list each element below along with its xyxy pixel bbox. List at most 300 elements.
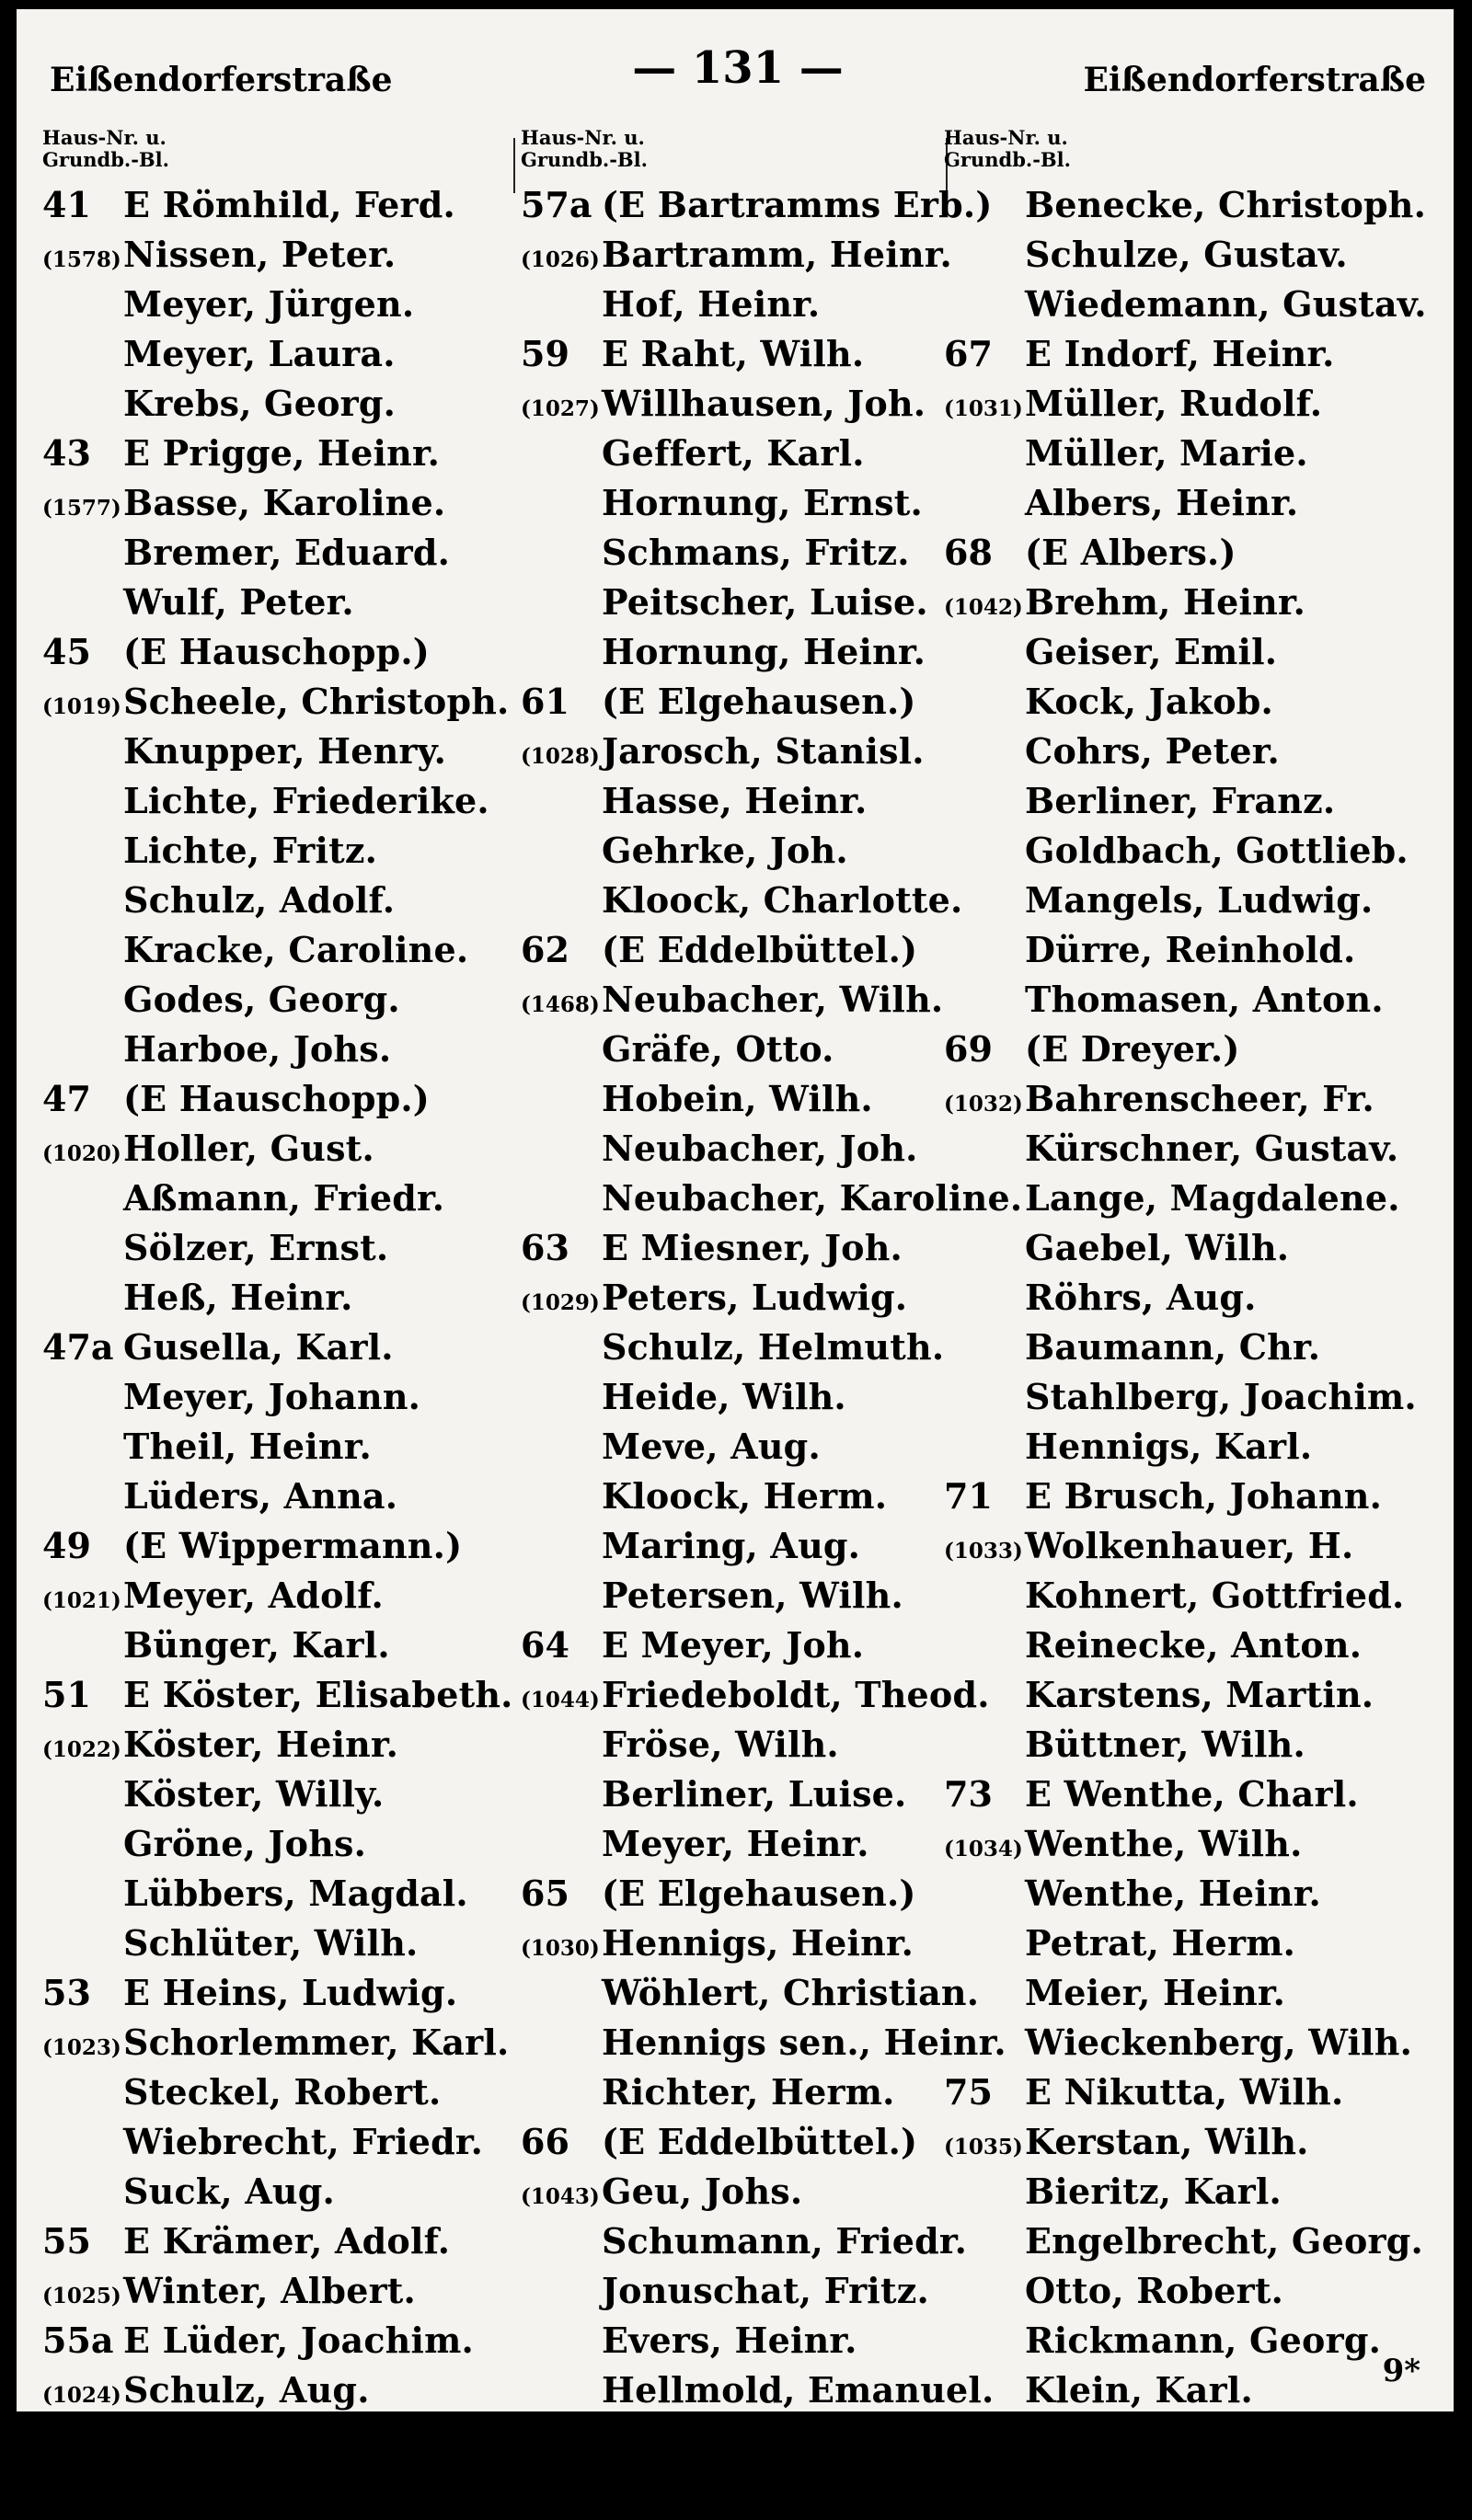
directory-entry	[521, 578, 968, 627]
directory-entry	[944, 2316, 1441, 2365]
directory-entry	[521, 1223, 968, 1273]
resident-name: (E Wippermann.)	[123, 1525, 463, 1566]
directory-entry	[944, 280, 1441, 329]
page-number: — 131 —	[632, 42, 844, 94]
directory-entry	[42, 677, 512, 727]
directory-entry	[42, 180, 512, 230]
directory-entry	[521, 1571, 968, 1621]
resident-name: Kürschner, Gustav.	[1025, 1128, 1399, 1169]
resident-name: Heß, Heinr.	[123, 1277, 353, 1318]
directory-entry	[42, 925, 512, 975]
directory-entry	[521, 1422, 968, 1472]
directory-entry	[42, 1372, 512, 1422]
directory-entry	[42, 1521, 512, 1571]
directory-entry	[42, 2167, 512, 2216]
house-number: 47	[42, 1078, 91, 1119]
entry-list	[944, 180, 1441, 2514]
directory-entry	[944, 677, 1441, 727]
land-register-number: (1027)	[521, 396, 600, 421]
resident-name: Berliner, Luise.	[602, 1773, 907, 1815]
resident-name: Gaebel, Wilh.	[1025, 1227, 1290, 1268]
land-register-number: (1030)	[521, 1936, 600, 1961]
resident-name: Bartramm, Heinr.	[602, 234, 952, 275]
resident-name: Scheele, Christoph.	[123, 681, 510, 722]
resident-name: Hennigs sen., Heinr.	[602, 2022, 1006, 2063]
resident-name: Benecke, Christoph.	[1025, 184, 1427, 225]
directory-entry	[521, 379, 968, 429]
street-title-left: Eißendorferstraße	[50, 61, 393, 99]
resident-name: Schulze, Gustav.	[1025, 234, 1348, 275]
directory-entry	[42, 379, 512, 429]
resident-name: Wiedemann, Gustav.	[1025, 283, 1427, 325]
directory-entry	[944, 1223, 1441, 1273]
resident-name: Krebs, Georg.	[123, 383, 397, 424]
directory-entry	[42, 1174, 512, 1223]
directory-entry	[944, 1025, 1441, 1074]
resident-name: Brehm, Heinr.	[1025, 581, 1306, 623]
directory-entry	[42, 2216, 512, 2266]
land-register-number: (1024)	[42, 2383, 121, 2408]
directory-entry	[944, 1670, 1441, 1720]
directory-entry	[42, 826, 512, 876]
resident-name: Wulf, Peter.	[123, 581, 354, 623]
directory-entry	[944, 2216, 1441, 2266]
directory-entry	[521, 1670, 990, 1720]
resident-name: Steckel, Robert.	[123, 2071, 442, 2113]
land-register-number: (1022)	[42, 1737, 121, 1762]
land-register-number: (1031)	[944, 396, 1023, 421]
directory-entry	[521, 1720, 968, 1770]
land-register-number: (1021)	[42, 1588, 121, 1613]
resident-name: Stahlberg, Joachim.	[1025, 1376, 1417, 1417]
resident-name: Bremer, Eduard.	[123, 532, 451, 573]
resident-name: Bahrenscheer, Fr.	[1025, 1078, 1374, 1119]
directory-entry	[521, 2365, 995, 2415]
resident-name: Theil, Heinr.	[123, 1426, 372, 1467]
column-heading-line: Grundb.-Bl.	[42, 148, 169, 171]
resident-name: Reinecke, Anton.	[1025, 1624, 1363, 1666]
directory-entry	[42, 1025, 512, 1074]
land-register-number: (1025)	[42, 2284, 121, 2308]
resident-name: E Meyer, Joh.	[602, 1624, 865, 1666]
resident-name: Müller, Marie.	[1025, 432, 1308, 474]
directory-entry	[521, 1968, 980, 2018]
resident-name: Lübbers, Magdal.	[123, 1873, 468, 1914]
directory-entry	[521, 1770, 968, 1819]
resident-name: Hornung, Ernst.	[602, 482, 923, 523]
directory-entry	[521, 2216, 968, 2266]
resident-name: Friedeboldt, Theod.	[602, 1674, 990, 1715]
house-number: 68	[944, 532, 993, 573]
directory-entry	[42, 1273, 512, 1323]
resident-name: Müller, Rudolf.	[1025, 383, 1323, 424]
resident-name: (E Dreyer.)	[1025, 1028, 1240, 1070]
directory-entry	[521, 1521, 968, 1571]
resident-name: Neubacher, Joh.	[602, 1128, 918, 1169]
directory-entry	[944, 2167, 1441, 2216]
directory-entry	[521, 1323, 968, 1372]
directory-entry	[521, 2266, 968, 2316]
directory-entry	[42, 1323, 512, 1372]
resident-name: E Miesner, Joh.	[602, 1227, 903, 1268]
directory-entry	[42, 627, 512, 677]
resident-name: E Köster, Elisabeth.	[123, 1674, 513, 1715]
resident-name: Karstens, Martin.	[1025, 1674, 1374, 1715]
house-number: 65	[521, 1873, 569, 1914]
resident-name: Wenthe, Wilh.	[1025, 1823, 1303, 1864]
land-register-number: (1034)	[944, 1837, 1023, 1861]
directory-entry	[521, 677, 968, 727]
directory-entry	[944, 776, 1441, 826]
resident-name: Neubacher, Wilh.	[602, 979, 944, 1020]
directory-entry	[42, 876, 512, 925]
house-number: 55	[42, 2220, 91, 2262]
resident-name: Harboe, Johs.	[123, 1028, 392, 1070]
resident-name: Albers, Heinr.	[1025, 482, 1299, 523]
column-heading	[42, 127, 512, 180]
resident-name: Petrat, Herm.	[1025, 1922, 1296, 1964]
resident-name: Bünger, Karl.	[123, 1624, 390, 1666]
resident-name: Baumann, Chr.	[1025, 1326, 1321, 1368]
resident-name: Gräfe, Otto.	[602, 1028, 834, 1070]
directory-entry	[42, 1819, 512, 1869]
directory-entry	[42, 2117, 512, 2167]
directory-entry	[42, 776, 512, 826]
directory-entry	[521, 2316, 968, 2365]
directory-entry	[944, 230, 1441, 280]
house-number: 47a	[42, 1326, 114, 1368]
land-register-number: (1036)	[944, 2482, 1023, 2507]
directory-entry	[944, 1968, 1441, 2018]
resident-name: E Lüder, Joachim.	[123, 2320, 474, 2361]
resident-name: Hennigs, Heinr.	[602, 1922, 914, 1964]
resident-name: Heide, Wilh.	[602, 1376, 846, 1417]
directory-entry	[42, 478, 512, 528]
column-heading-line: Grundb.-Bl.	[521, 148, 648, 171]
land-register-number: (1578)	[42, 247, 121, 272]
house-number: 51	[42, 1674, 91, 1715]
land-register-number: (1026)	[521, 247, 600, 272]
resident-name: Wöhlert, Christian.	[602, 1972, 980, 2013]
house-number: 64	[521, 1624, 569, 1666]
directory-entry	[944, 1919, 1441, 1968]
directory-entry	[521, 1372, 968, 1422]
resident-name: Kerstan, Wilh.	[1025, 2121, 1309, 2162]
directory-entry	[42, 230, 512, 280]
resident-name: Höffken, Aug.	[1025, 2468, 1300, 2510]
directory-entry	[521, 1919, 968, 1968]
house-number: 71	[944, 1475, 993, 1517]
house-number: 55a	[42, 2320, 114, 2361]
resident-name: Mangels, Ludwig.	[1025, 879, 1374, 921]
directory-entry	[521, 975, 968, 1025]
house-number: 63	[521, 1227, 569, 1268]
resident-name: Kloock, Charlotte.	[602, 879, 963, 921]
directory-entry	[42, 1472, 512, 1521]
resident-name: Schumann, Friedr.	[602, 2220, 968, 2262]
resident-name: Basse, Karoline.	[123, 482, 446, 523]
resident-name: (E Elgehausen.)	[602, 681, 916, 722]
directory-entry	[521, 627, 968, 677]
column-heading	[944, 127, 1441, 180]
directory-entry	[944, 727, 1441, 776]
resident-name: Peitscher, Luise.	[602, 581, 928, 623]
resident-name: Hornung, Heinr.	[602, 631, 926, 672]
directory-entry	[944, 876, 1441, 925]
resident-name: Wolkenhauer, H.	[1025, 1525, 1354, 1566]
directory-entry	[42, 1968, 512, 2018]
directory-entry	[944, 180, 1441, 230]
column-1	[42, 126, 513, 2411]
resident-name: Wiebrecht, Friedr.	[123, 2121, 484, 2162]
directory-entry	[42, 1571, 512, 1621]
directory-entry	[42, 1919, 512, 1968]
directory-entry	[521, 2068, 968, 2117]
directory-entry	[42, 727, 512, 776]
directory-entry	[944, 1770, 1441, 1819]
resident-name: Suck, Aug.	[123, 2171, 335, 2212]
land-register-number: (1032)	[944, 1092, 1023, 1117]
directory-entry	[521, 280, 968, 329]
directory-entry	[521, 2018, 1006, 2068]
directory-entry	[944, 1720, 1441, 1770]
column-heading-line: Haus-Nr. u.	[521, 126, 645, 149]
directory-entry	[944, 1174, 1441, 1223]
page-header	[50, 39, 1426, 103]
directory-entry	[42, 1869, 512, 1919]
directory-entry	[521, 429, 968, 478]
directory-entry	[944, 1571, 1441, 1621]
directory-entry	[521, 1819, 968, 1869]
directory-entry	[521, 478, 968, 528]
signature-mark: 9*	[1382, 2353, 1420, 2389]
directory-entry	[42, 578, 512, 627]
house-number: 66	[521, 2121, 569, 2162]
directory-entry	[42, 1770, 512, 1819]
resident-name: E Brusch, Johann.	[1025, 1475, 1383, 1517]
directory-entry	[521, 1273, 968, 1323]
resident-name: Thomasen, Anton.	[1025, 979, 1384, 1020]
resident-name: E Prigge, Heinr.	[123, 432, 441, 474]
resident-name: E Römhild, Ferd.	[123, 184, 455, 225]
house-number: 75	[944, 2071, 993, 2113]
resident-name: Meyer, Johann.	[123, 1376, 421, 1417]
directory-entry	[42, 1720, 512, 1770]
resident-name: Godes, Georg.	[123, 979, 400, 1020]
resident-name: (E Elgehausen.)	[602, 1873, 916, 1914]
directory-page	[17, 9, 1454, 2510]
directory-entry	[944, 2117, 1441, 2167]
directory-entry	[944, 478, 1441, 528]
resident-name: (E Hauschopp.)	[123, 631, 430, 672]
directory-entry	[521, 329, 968, 379]
directory-entry	[944, 2365, 1441, 2415]
resident-name: Geffert, Karl.	[602, 432, 865, 474]
directory-entry	[521, 180, 993, 230]
resident-name: (E Hauschopp.)	[123, 1078, 430, 1119]
column-divider	[513, 138, 515, 193]
column-3	[944, 126, 1441, 2510]
land-register-number: (1019)	[42, 694, 121, 719]
resident-name: Holler, Gust.	[123, 1128, 374, 1169]
resident-name: Geu, Johs.	[602, 2171, 803, 2212]
resident-name: Knupper, Henry.	[123, 730, 446, 772]
resident-name: Kock, Jakob.	[1025, 681, 1273, 722]
directory-entry	[42, 1074, 512, 1124]
house-number: 45	[42, 631, 91, 672]
resident-name: Gehrke, Joh.	[602, 830, 848, 871]
directory-entry	[42, 975, 512, 1025]
house-number: 77	[944, 2419, 993, 2460]
directory-entry	[521, 1174, 1023, 1223]
directory-entry	[944, 2068, 1441, 2117]
land-register-number: (1020)	[42, 1141, 121, 1166]
resident-name: Kohnert, Gottfried.	[1025, 1575, 1405, 1616]
resident-name: Kracke, Caroline.	[123, 929, 469, 970]
directory-entry	[944, 627, 1441, 677]
directory-entry	[521, 826, 968, 876]
directory-entry	[944, 1621, 1441, 1670]
directory-entry	[521, 1025, 968, 1074]
directory-entry	[521, 2117, 968, 2167]
directory-entry	[944, 1472, 1441, 1521]
land-register-number: (1029)	[521, 1290, 600, 1315]
house-number: 43	[42, 432, 91, 474]
directory-entry	[521, 776, 968, 826]
resident-name: E Raht, Wilh.	[602, 333, 865, 374]
directory-entry	[944, 2465, 1441, 2514]
resident-name: Bieritz, Karl.	[1025, 2171, 1282, 2212]
directory-entry	[944, 429, 1441, 478]
resident-name: (E Albers.)	[1025, 532, 1236, 573]
land-register-number: (1043)	[521, 2184, 600, 2209]
column-heading-line: Haus-Nr. u.	[944, 126, 1068, 149]
resident-name: Lüders, Anna.	[123, 1475, 398, 1517]
directory-entry	[944, 975, 1441, 1025]
directory-entry	[944, 826, 1441, 876]
directory-entry	[42, 1124, 512, 1174]
house-number: 49	[42, 1525, 91, 1566]
resident-name: Lange, Magdalene.	[1025, 1177, 1400, 1219]
resident-name: Armbrecht, Joh.	[602, 2419, 917, 2460]
resident-name: Schulz, Adolf.	[123, 879, 396, 921]
directory-entry	[521, 1074, 968, 1124]
resident-name: Köster, Heinr.	[123, 1724, 399, 1765]
resident-name: Köster, Willy.	[123, 1773, 385, 1815]
resident-name: Hennigs, Karl.	[1025, 1426, 1313, 1467]
directory-entry	[521, 2167, 968, 2216]
column-heading-line: Haus-Nr. u.	[42, 126, 167, 149]
resident-name: Richter, Herm.	[602, 2071, 895, 2113]
house-number: 73	[944, 1773, 993, 1815]
directory-entry	[944, 2415, 1441, 2465]
resident-name: Schorlemmer, Karl.	[123, 2022, 510, 2063]
resident-name: E Krämer, Adolf.	[123, 2220, 451, 2262]
directory-entry	[944, 1323, 1441, 1372]
directory-entry	[42, 2266, 512, 2316]
directory-entry	[944, 1422, 1441, 1472]
resident-name: Winter, Albert.	[123, 2270, 416, 2311]
resident-name: E Indorf, Heinr.	[1025, 333, 1335, 374]
resident-name: Lichte, Friederike.	[123, 780, 489, 821]
directory-entry	[42, 1670, 512, 1720]
resident-name: Meyer, Laura.	[123, 333, 396, 374]
directory-entry	[944, 1521, 1441, 1571]
directory-entry	[944, 2266, 1441, 2316]
directory-entry	[42, 2365, 512, 2415]
house-number: 53	[42, 1972, 91, 2013]
resident-name: Röhrs, Aug.	[1025, 1277, 1257, 1318]
resident-name: Wieckenberg, Wilh.	[1025, 2022, 1413, 2063]
directory-entry	[944, 2018, 1441, 2068]
resident-name: E Nikutta, Wilh.	[1025, 2071, 1344, 2113]
resident-name: Klein, Karl.	[1025, 2369, 1253, 2411]
directory-entry	[944, 1074, 1441, 1124]
resident-name: Cohrs, Peter.	[1025, 730, 1280, 772]
resident-name: Willhausen, Joh.	[602, 383, 926, 424]
resident-name: Hof, Heinr.	[602, 283, 821, 325]
street-title-right: Eißendorferstraße	[1083, 61, 1426, 99]
directory-entry	[521, 925, 968, 975]
directory-entry	[944, 925, 1441, 975]
resident-name: Geiser, Emil.	[1025, 631, 1278, 672]
land-register-number: (1028)	[521, 744, 600, 769]
directory-entry	[944, 329, 1441, 379]
resident-name: Jonuschat, Fritz.	[602, 2270, 929, 2311]
directory-entry	[944, 1869, 1441, 1919]
land-register-number: (1033)	[944, 1539, 1023, 1564]
directory-entry	[944, 1124, 1441, 1174]
column-heading-line: Grundb.-Bl.	[944, 148, 1071, 171]
directory-entry	[42, 528, 512, 578]
resident-name: Evers, Heinr.	[602, 2320, 857, 2361]
resident-name: Peters, Ludwig.	[602, 1277, 908, 1318]
resident-name: Hellmold, Emanuel.	[602, 2369, 995, 2411]
directory-entry	[944, 1372, 1441, 1422]
column-heading	[521, 127, 968, 180]
resident-name: Wenthe, Heinr.	[1025, 1873, 1321, 1914]
directory-entry	[42, 429, 512, 478]
directory-entry	[42, 329, 512, 379]
land-register-number: (1035)	[944, 2135, 1023, 2159]
directory-entry	[521, 230, 968, 280]
resident-name: Engelbrecht, Georg.	[1025, 2220, 1423, 2262]
resident-name: Hasse, Heinr.	[602, 780, 868, 821]
resident-name: Otto, Robert.	[1025, 2270, 1284, 2311]
resident-name: Jarosch, Stanisl.	[602, 730, 925, 772]
directory-entry	[42, 2316, 512, 2365]
resident-name: Maring, Aug.	[602, 1525, 861, 1566]
directory-entry	[521, 528, 968, 578]
house-number: 57a	[521, 184, 592, 225]
directory-entry	[42, 1223, 512, 1273]
resident-name: Meier, Heinr.	[1025, 1972, 1286, 2013]
directory-entry	[521, 1472, 968, 1521]
resident-name: Kloock, Herm.	[602, 1475, 888, 1517]
directory-entry	[521, 1869, 968, 1919]
resident-name: (E Eddelbüttel.)	[602, 2121, 918, 2162]
resident-name: Sölzer, Ernst.	[123, 1227, 389, 1268]
resident-name: E Heins, Ludwig.	[123, 1972, 458, 2013]
resident-name: E Wenthe, Charl.	[1025, 1773, 1359, 1815]
resident-name: Fröse, Wilh.	[602, 1724, 839, 1765]
directory-entry	[42, 1422, 512, 1472]
land-register-number: (1042)	[944, 595, 1023, 620]
resident-name: Schmans, Fritz.	[602, 532, 910, 573]
resident-name: Petersen, Wilh.	[602, 1575, 903, 1616]
resident-name: Meyer, Heinr.	[602, 1823, 869, 1864]
resident-name: Gusella, Karl.	[123, 1326, 394, 1368]
